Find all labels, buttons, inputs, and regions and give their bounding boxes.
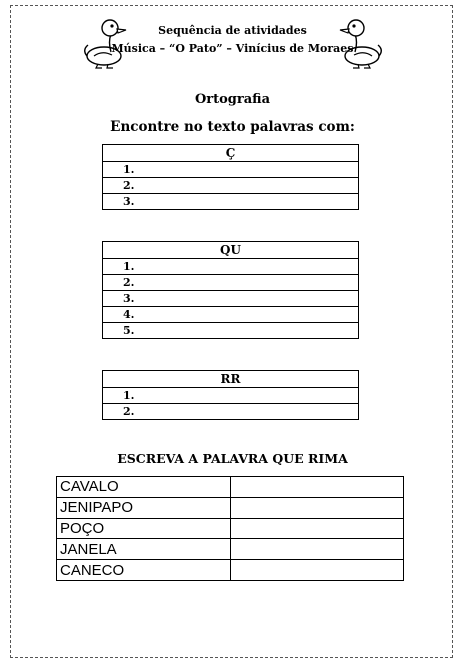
answer-line[interactable]: 1. <box>103 162 359 178</box>
table-row <box>57 539 404 560</box>
exercise-table-qu <box>102 241 359 339</box>
duck-icon <box>78 12 130 70</box>
table-row <box>57 497 404 518</box>
exercise-table-title: Ç <box>103 145 359 162</box>
header-title: Música – “O Pato” – Vinícius de Moraes <box>111 42 354 55</box>
answer-line[interactable]: 1. <box>103 388 359 404</box>
rhyme-table <box>56 476 404 581</box>
answer-line[interactable]: 4. <box>103 307 359 323</box>
instruction-text: Encontre no texto palavras com: <box>110 119 355 135</box>
rhyme-word: CANECO <box>57 560 231 581</box>
rhyme-answer-cell[interactable] <box>231 518 404 539</box>
answer-line[interactable]: 3. <box>103 291 359 307</box>
rhyme-heading: ESCREVA A PALAVRA QUE RIMA <box>117 451 348 466</box>
exercise-table-title: QU <box>103 242 359 259</box>
answer-line[interactable]: 2. <box>103 178 359 194</box>
table-row <box>57 518 404 539</box>
answer-line[interactable]: 5. <box>103 323 359 339</box>
rhyme-answer-cell[interactable] <box>231 539 404 560</box>
answer-line[interactable]: 1. <box>103 259 359 275</box>
header-subtitle: Sequência de atividades <box>158 24 307 37</box>
duck-icon <box>336 12 388 70</box>
rhyme-answer-cell[interactable] <box>231 560 404 581</box>
topic-heading: Ortografia <box>194 92 271 107</box>
rhyme-word: JANELA <box>57 539 231 560</box>
answer-line[interactable]: 3. <box>103 194 359 210</box>
rhyme-answer-cell[interactable] <box>231 477 404 498</box>
rhyme-word: CAVALO <box>57 477 231 498</box>
rhyme-word: JENIPAPO <box>57 497 231 518</box>
exercise-table-rr <box>102 370 359 420</box>
table-row <box>57 560 404 581</box>
table-row <box>57 477 404 498</box>
rhyme-answer-cell[interactable] <box>231 497 404 518</box>
exercise-table-c <box>102 144 359 210</box>
answer-line[interactable]: 2. <box>103 275 359 291</box>
rhyme-word: POÇO <box>57 518 231 539</box>
answer-line[interactable]: 2. <box>103 404 359 420</box>
exercise-table-title: RR <box>103 371 359 388</box>
